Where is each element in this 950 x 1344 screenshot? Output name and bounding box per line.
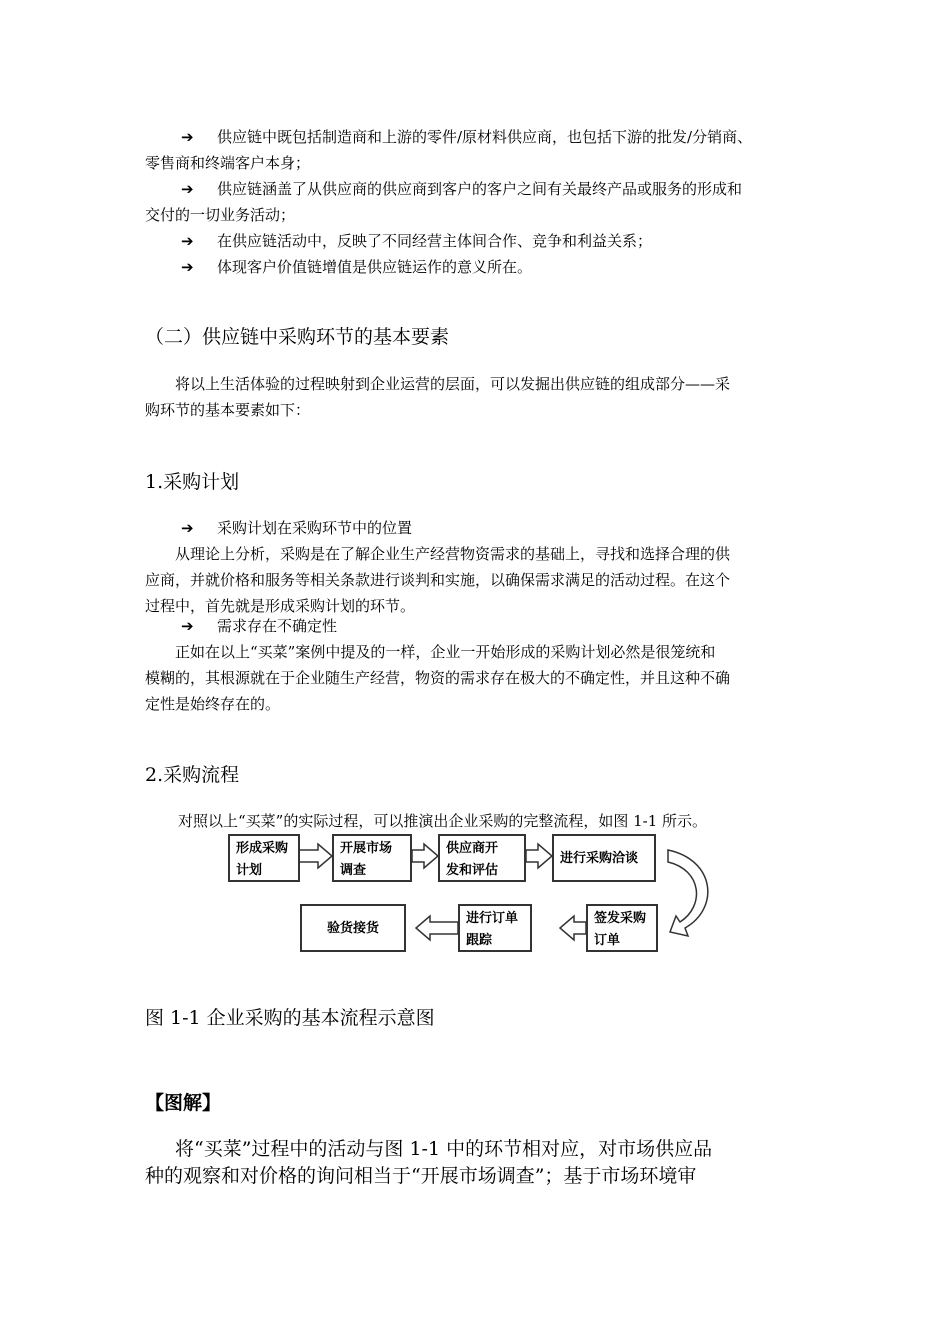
bullet-item: ➔ 采购计划在采购环节中的位置	[145, 515, 815, 541]
flow-box-receive: 验货接货	[300, 904, 406, 952]
flow-box-supplier: 供应商开 发和评估	[438, 834, 526, 882]
flow-box-survey: 开展市场 调查	[332, 834, 412, 882]
bullet-item: ➔ 供应链中既包括制造商和上游的零件/原材料供应商，也包括下游的批发/分销商、	[145, 124, 815, 150]
arrow-left-icon	[560, 916, 586, 940]
flow-box-order: 签发采购 订单	[586, 904, 658, 952]
bullet-item: ➔ 需求存在不确定性	[145, 613, 815, 639]
figure-caption: 图 1-1 企业采购的基本流程示意图	[145, 1007, 435, 1029]
intro-paragraph: 将以上生活体验的过程映射到企业运营的层面，可以发掘出供应链的组成部分——采 购环节的基本要素如下：	[145, 375, 731, 419]
flow-box-track: 进行订单 跟踪	[458, 904, 532, 952]
flow-box-negotiate: 进行采购洽谈	[552, 834, 656, 882]
arrow-icon: ➔	[181, 232, 194, 250]
arrow-left-icon	[416, 916, 458, 940]
section-heading: （二）供应链中采购环节的基本要素	[145, 326, 450, 348]
flow-intro: 对照以上“买菜”的实际过程，可以推演出企业采购的完整流程，如图 1-1 所示。	[178, 812, 708, 830]
bullet-continuation: 零售商和终端客户本身；	[145, 154, 311, 172]
subheading-plan: 1.采购计划	[145, 471, 240, 493]
arrow-icon: ➔	[181, 617, 194, 635]
flow-box-plan: 形成采购 计划	[228, 834, 300, 882]
flow-diagram	[210, 828, 730, 960]
bullet-item: ➔ 在供应链活动中，反映了不同经营主体间合作、竞争和利益关系；	[145, 228, 815, 254]
explanation-paragraph: 将“买菜”过程中的活动与图 1-1 中的环节相对应，对市场供应品 种的观察和对价格的询问相当于“开展市场调查”；基于市场环境审	[145, 1138, 713, 1187]
plan-paragraph: 正如在以上“买菜”案例中提及的一样，企业一开始形成的采购计划必然是很笼统和 模糊的，其根源就在于企业随生产经营，物资的需求存在极大的不确定性，并且这种不确 定性是始终存在的。	[145, 643, 731, 713]
arrow-icon: ➔	[181, 258, 194, 276]
tujie-heading: 【图解】	[145, 1092, 222, 1114]
curved-arrow-icon	[668, 850, 708, 936]
arrow-right-icon	[412, 844, 438, 868]
plan-paragraph: 从理论上分析，采购是在了解企业生产经营物资需求的基础上，寻找和选择合理的供 应商，并就价格和服务等相关条款进行谈判和实施，以确保需求满足的活动过程。在这个 过程中，首先就是形成采购计划的环节。	[145, 545, 731, 615]
arrow-icon: ➔	[181, 519, 194, 537]
bullet-item: ➔ 体现客户价值链增值是供应链运作的意义所在。	[145, 254, 815, 280]
bullet-item: ➔ 供应链涵盖了从供应商的供应商到客户的客户之间有关最终产品或服务的形成和	[145, 176, 815, 202]
arrow-right-icon	[298, 844, 332, 868]
arrow-icon: ➔	[181, 180, 194, 198]
subheading-flow: 2.采购流程	[145, 764, 240, 786]
bullet-continuation: 交付的一切业务活动；	[145, 206, 296, 224]
arrow-right-icon	[526, 844, 552, 868]
arrow-icon: ➔	[181, 128, 194, 146]
